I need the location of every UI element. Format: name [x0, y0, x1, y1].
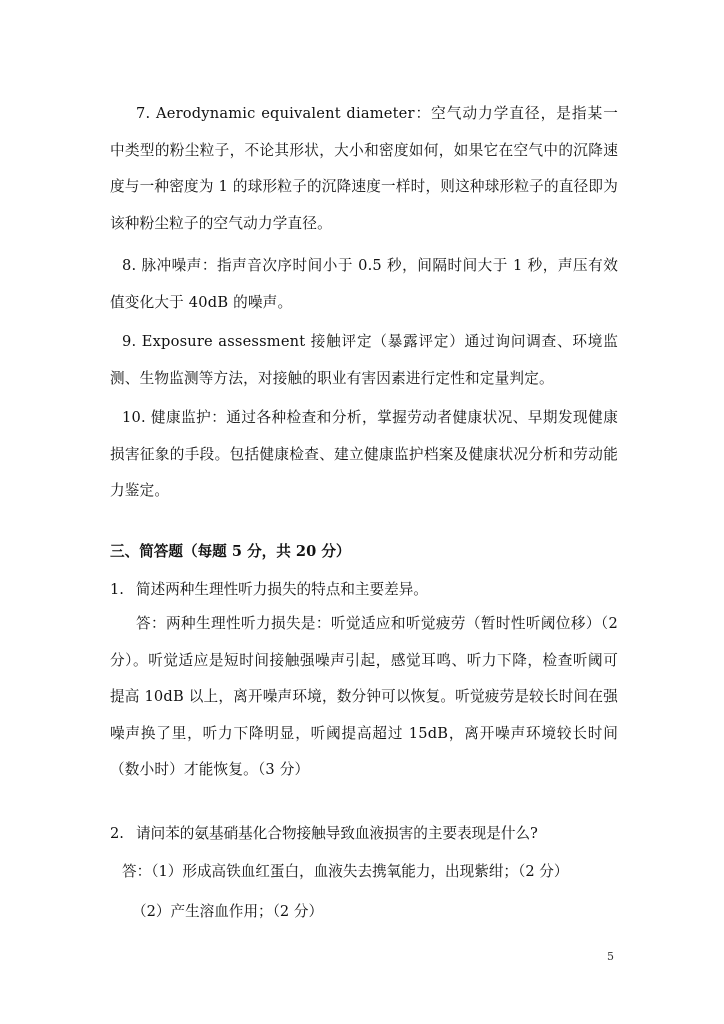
question-2 — [110, 824, 618, 844]
definition-9: 9. Exposure assessment 接触评定（暴露评定）通过询问调查、环境监测、生物监测等方法，对接触的职业有害因素进行定性和定量判定。 — [110, 333, 618, 387]
question-number: 2. — [110, 825, 124, 842]
page-number: 5 — [607, 950, 614, 963]
question-1 — [110, 580, 618, 600]
definition-8: 8. 脉冲噪声：指声音次序时间小于 0.5 秒，间隔时间大于 1 秒，声压有效值变化大于 40dB 的噪声。 — [110, 257, 618, 311]
question-text: 简述两种生理性听力损失的特点和主要差异。 — [136, 581, 428, 598]
definition-10: 10. 健康监护：通过各种检查和分析，掌握劳动者健康状况、早期发现健康损害征象的手段。包括健康检查、建立健康监护档案及健康状况分析和劳动能力鉴定。 — [110, 409, 618, 499]
question-number: 1. — [110, 581, 124, 598]
answer-1: 答：两种生理性听力损失是：听觉适应和听觉疲劳（暂时性听阈位移）（2 分）。听觉适应是短时间接触强噪声引起，感觉耳鸣、听力下降，检查听阈可提高 10dB 以上，离开噪声环境，数分钟可以恢复。听觉疲劳是较长时间在强噪声换了里，听力下降明显，听阈提高超过 15dB，离开噪声环境较长时间（数小时）才能恢复。（3 分） — [110, 615, 618, 778]
answer-2-line-1: 答：（1）形成高铁血红蛋白，血液失去携氧能力，出现紫绀；（2 分） — [122, 863, 569, 880]
definition-7: 7. Aerodynamic equivalent diameter：空气动力学直径，是指某一中类型的粉尘粒子，不论其形状，大小和密度如何，如果它在空气中的沉降速度与一种密度为 1 的球形粒子的沉降速度一样时，则这种球形粒子的直径即为该种粉尘粒子的空气动力学直径。 — [110, 105, 618, 232]
answer-2-line-2: （2）产生溶血作用；（2 分） — [132, 903, 324, 920]
question-text: 请问苯的氨基硝基化合物接触导致血液损害的主要表现是什么? — [136, 825, 538, 842]
section-heading: 三、简答题（每题 5 分，共 20 分） — [110, 543, 351, 560]
